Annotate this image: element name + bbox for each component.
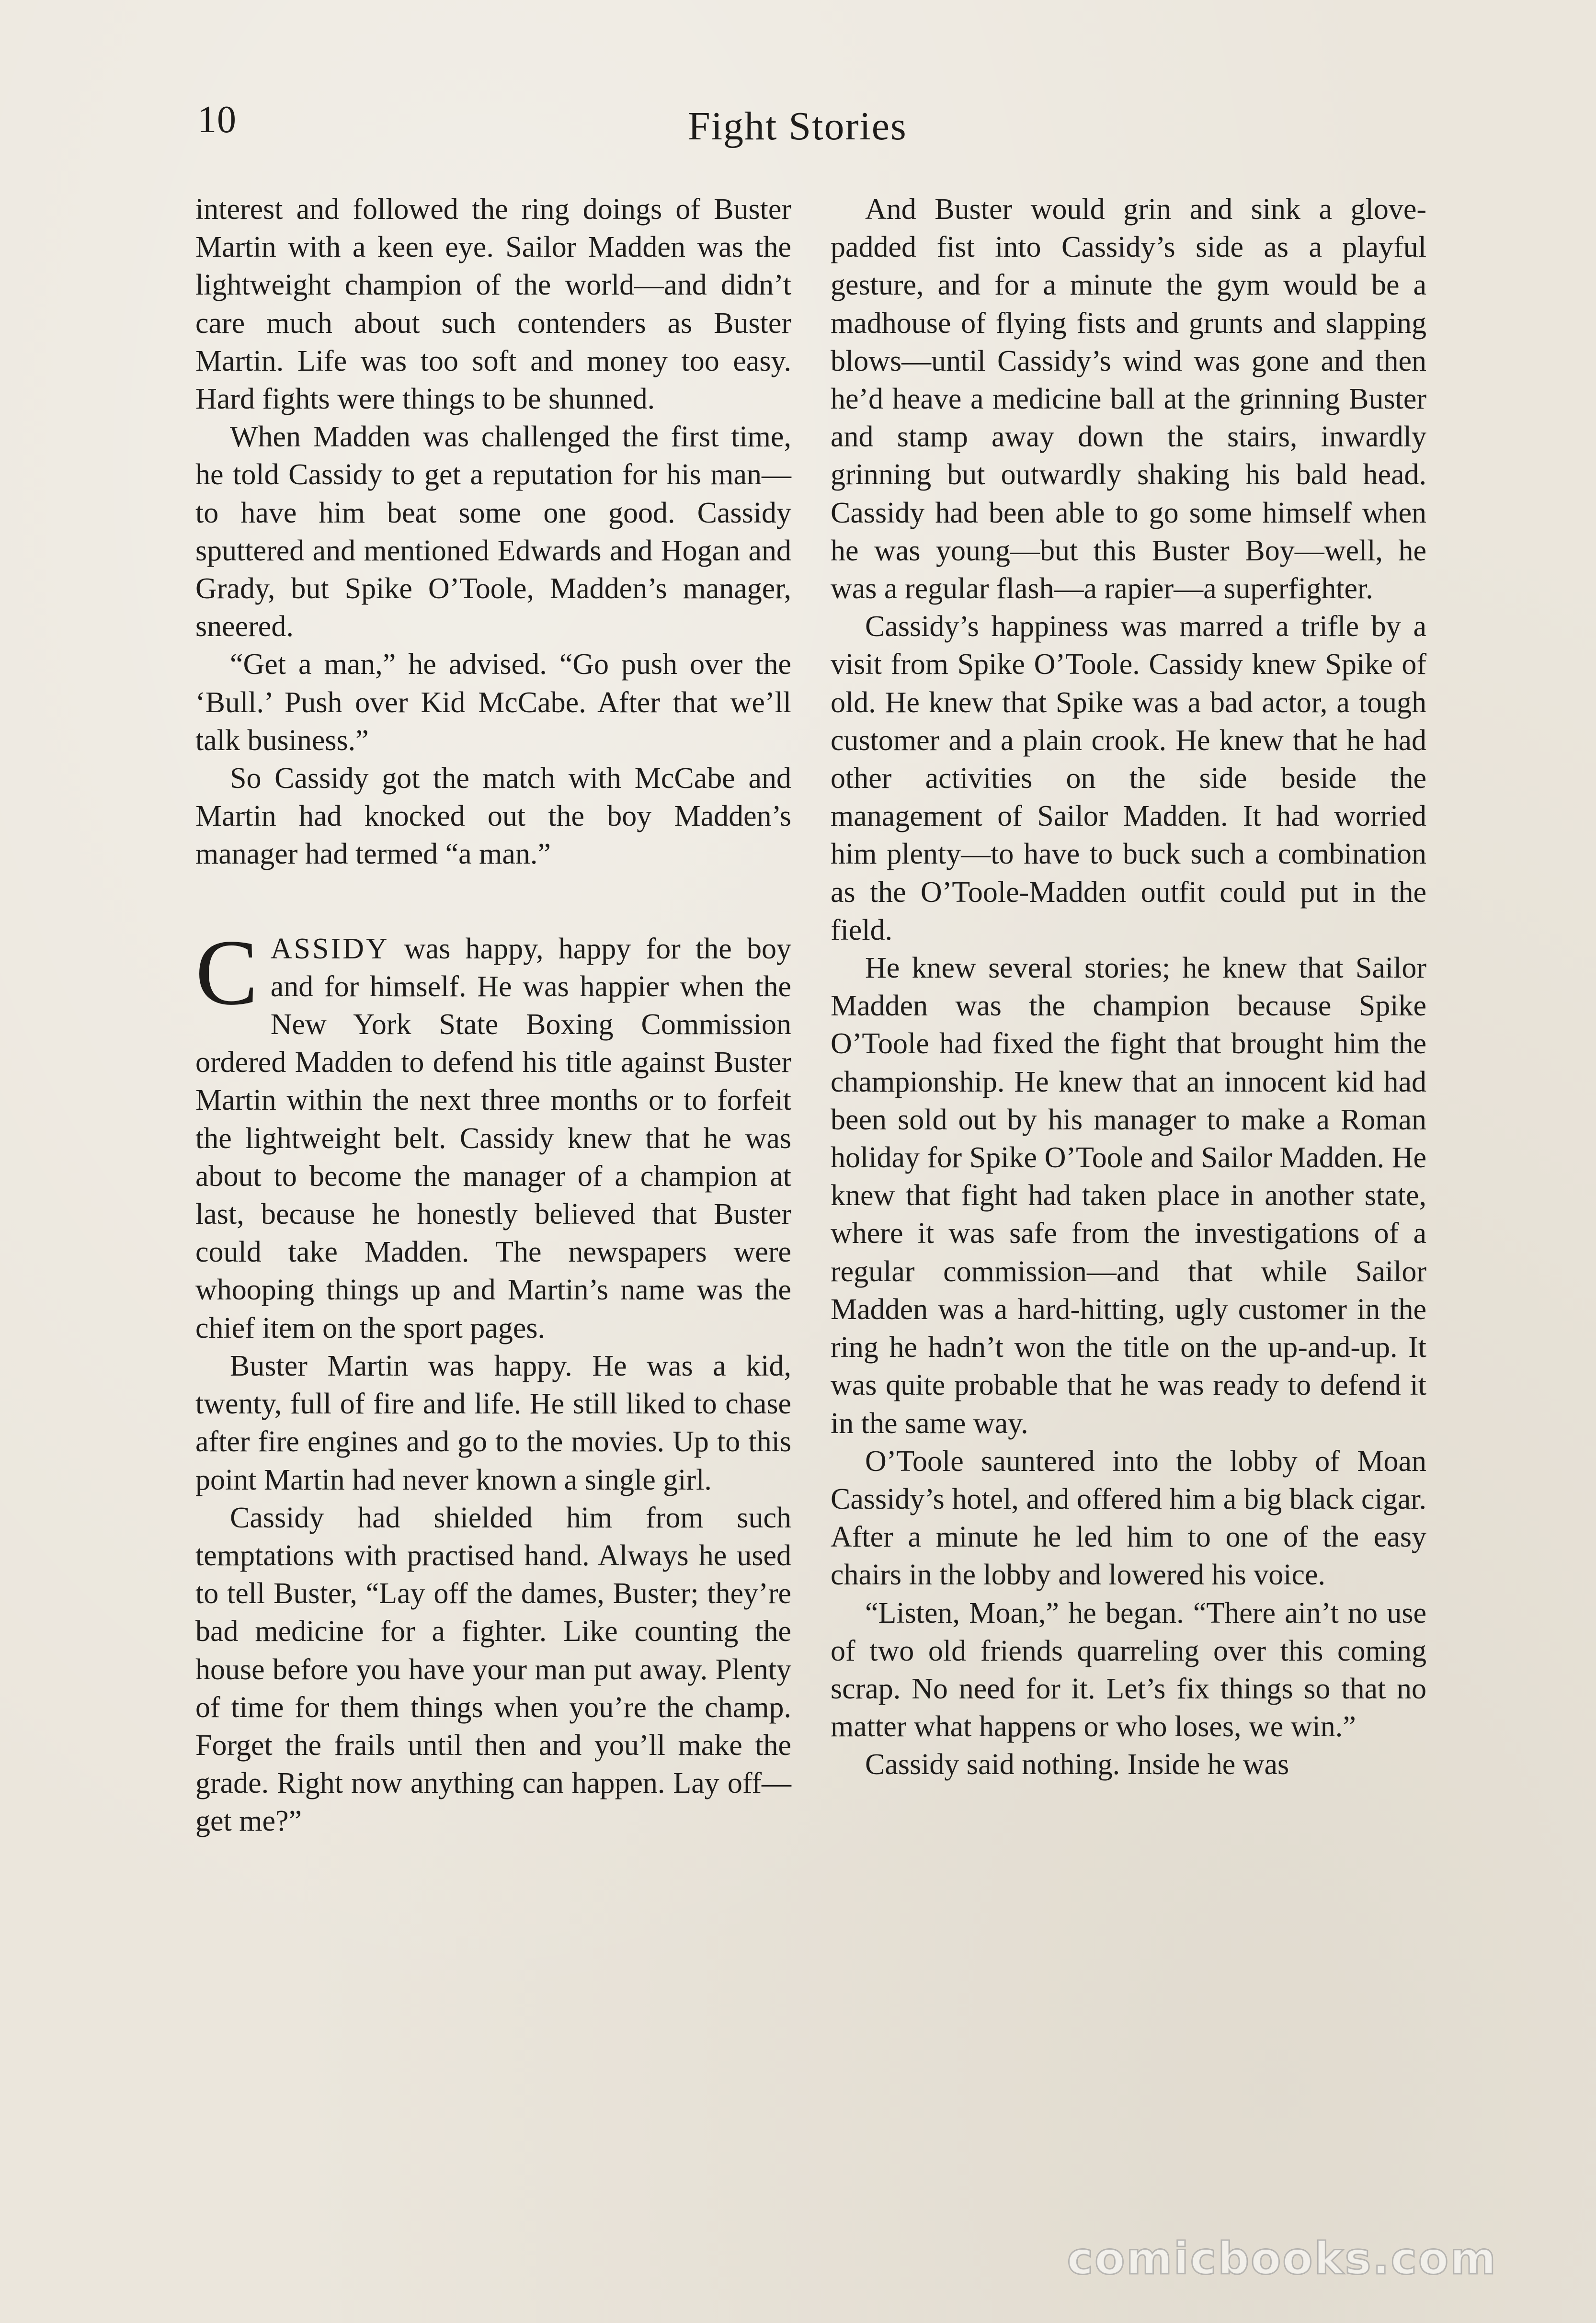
paragraph: He knew several stories; he knew that Sailor Madden was the champion because Spike O’Toole had fixed the fight that brought him the championship. He knew that an innocent kid had been sold out by his manager to make a Roman holiday for Spike O’Toole and Sailor Madden. He knew that fight had taken place in another state, where it was safe from the investigations of a regular commission—and that while Sailor Madden was a hard-hitting, ugly customer in the ring he hadn’t won the title on the up-and-up. It was quite probable that he was ready to defend it in the same way. xyxy=(831,952,1426,1440)
section-opening-paragraph xyxy=(195,920,791,1347)
lead-word: ASSIDY xyxy=(270,932,389,965)
running-title: Fight Stories xyxy=(688,104,907,148)
paragraph: Cassidy’s happiness was marred a trifle by a visit from Spike O’Toole. Cassidy knew Spike of old. He knew that Spike was a bad actor, a tough customer and a plain crook. He knew that he had other activities on the side beside the management of Sailor Madden. It had worried him plenty—to have to buck such a combination as the O’Toole-Madden outfit could put in the field. xyxy=(831,610,1426,946)
left-column xyxy=(195,191,791,1841)
paragraph: Cassidy had shielded him from such temptations with practised hand. Always he used to tell Buster, “Lay off the dames, Buster; they’re bad medicine for a fighter. Like counting the house before you have your man put away. Plenty of time for them things when you’re the champ. Forget the frails until then and you’ll make the grade. Right now anything can happen. Lay off—get me?” xyxy=(195,1501,791,1838)
drop-cap: C xyxy=(195,920,258,1025)
paragraph: When Madden was challenged the first time, he told Cassidy to get a reputation for his man—to have him beat some one good. Cassidy sputtered and mentioned Edwards and Hogan and Grady, but Spike O’Toole, Madden’s manager, sneered. xyxy=(195,421,791,643)
right-column xyxy=(831,191,1426,1784)
paragraph: “Get a man,” he advised. “Go push over the ‘Bull.’ Push over Kid McCabe. After that we’ll talk business.” xyxy=(195,648,791,757)
paragraph: Buster Martin was happy. He was a kid, twenty, full of fire and life. He still liked to chase after fire engines and go to the movies. Up to this point Martin had never known a single girl. xyxy=(195,1349,791,1496)
paragraph: “Listen, Moan,” he began. “There ain’t no use of two old friends quarreling over this coming scrap. No need for it. Let’s fix things so that no matter what happens or who loses, we win.” xyxy=(831,1596,1426,1743)
paragraph: So Cassidy got the match with McCabe and Martin had knocked out the boy Madden’s manager had termed “a man.” xyxy=(195,762,791,871)
paragraph: Cassidy said nothing. Inside he was xyxy=(865,1748,1289,1781)
paragraph: And Buster would grin and sink a glove-padded fist into Cassidy’s side as a playful gesture, and for a minute the gym would be a madhouse of flying fists and grunts and slapping blows—until Cassidy’s wind was gone and then he’d heave a medicine ball at the grinning Buster and stamp away down the stairs, inwardly grinning but outwardly shaking his bald head. Cassidy had been able to go some himself when he was young—but this Buster Boy—well, he was a regular flash—a rapier—a superfighter. xyxy=(831,193,1426,605)
watermark: comicbooks.com xyxy=(1067,2233,1497,2284)
page-number: 10 xyxy=(197,99,237,141)
paragraph: O’Toole sauntered into the lobby of Moan Cassidy’s hotel, and offered him a big black cigar. After a minute he led him to one of the easy chairs in the lobby and lowered his voice. xyxy=(831,1445,1426,1592)
paragraph-text: was happy, happy for the boy and for himself. He was happier when the New York State Boxing Commission ordered Madden to defend his title against Buster Martin within the next three months or to forfeit the lightweight belt. Cassidy knew that he was about to become the manager of a champion at last, because he honestly believed that Buster could take Madden. The newspapers were whooping things up and Martin’s name was the chief item on the sport pages. xyxy=(195,932,791,1344)
paragraph: interest and followed the ring doings of Buster Martin with a keen eye. Sailor Madden was the lightweight champion of the world—and didn’t care much about such contenders as Buster Martin. Life was too soft and money too easy. Hard fights were things to be shunned. xyxy=(195,193,791,416)
